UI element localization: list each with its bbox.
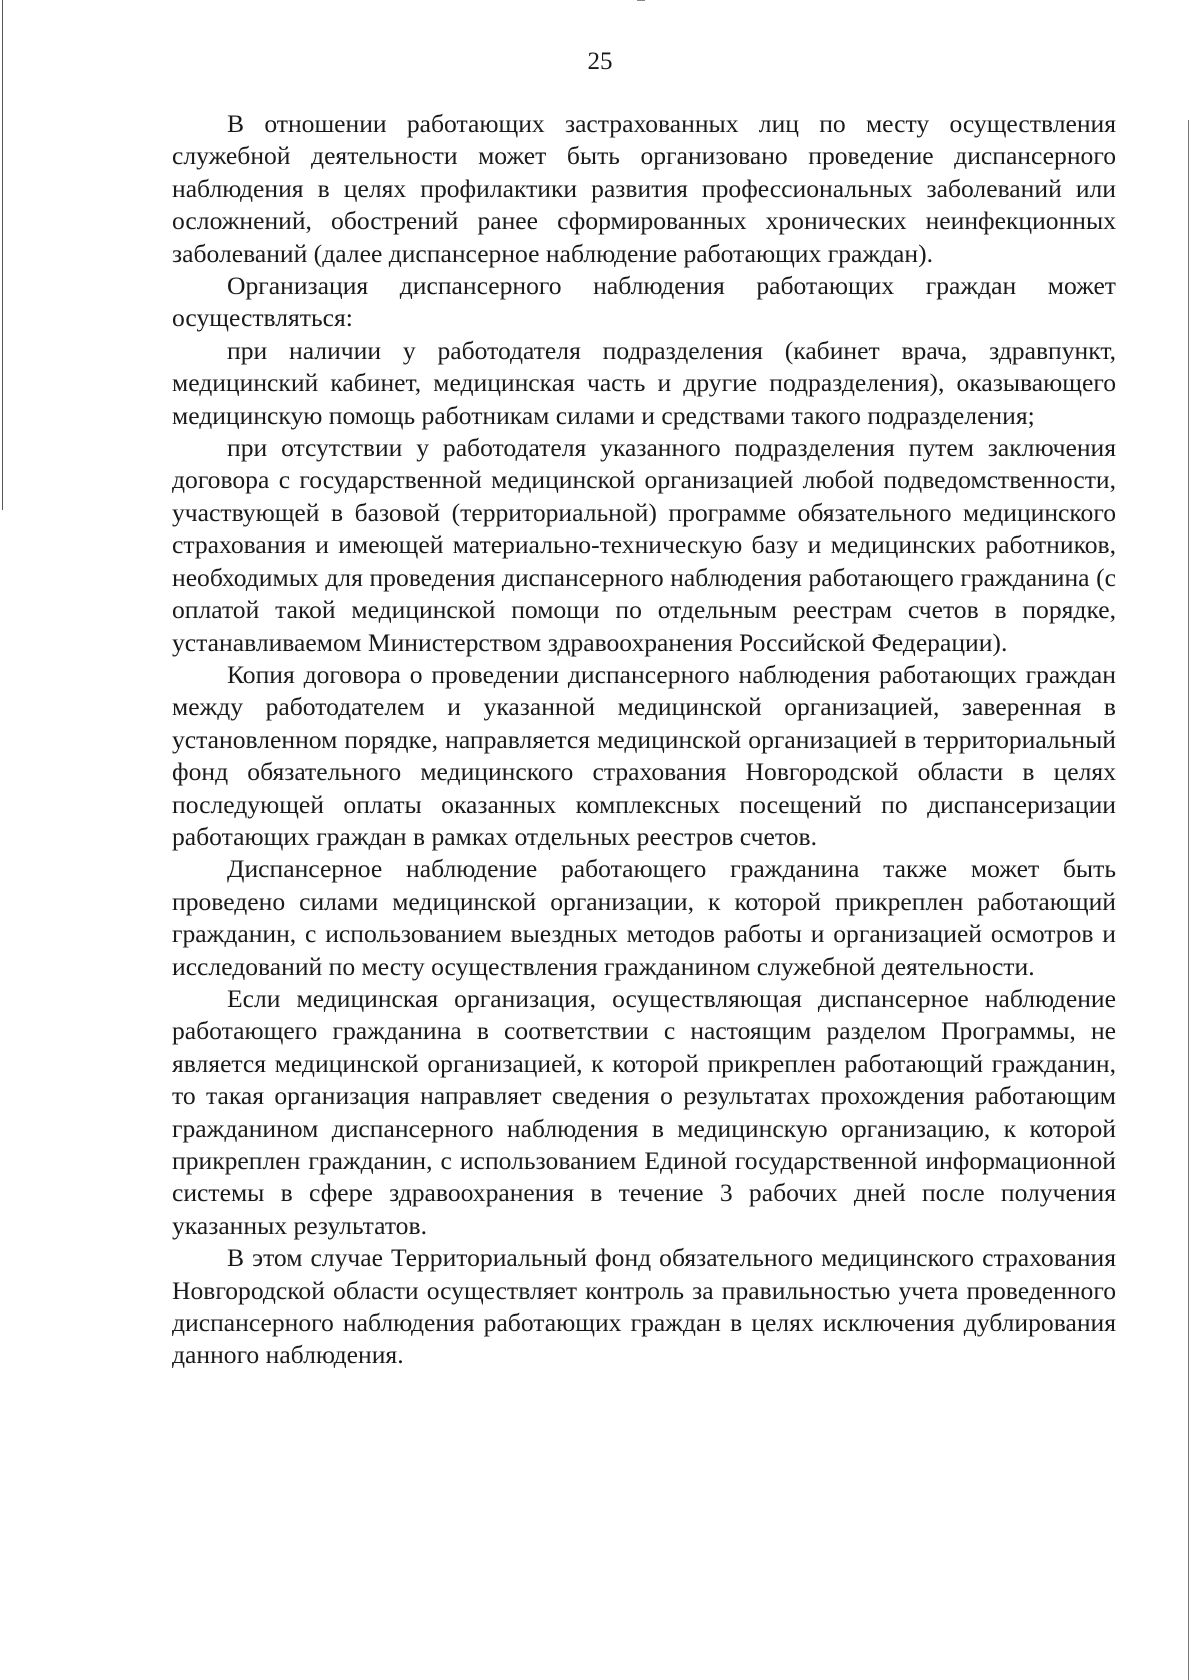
paragraph-attached-organization: Диспансерное наблюдение работающего гражданина также может быть проведено силами медицинской организации, к которой прикреплен работающий гражданин, с использованием выездных методов работы и организацией осмотров и исследований по месту осуществления гражданином служебной деятельности.	[172, 854, 1116, 981]
scan-edge-line-left	[2, 0, 3, 510]
document-body	[172, 108, 1116, 1372]
paragraph-organization-intro: Организация диспансерного наблюдения работающих граждан может осуществляться:	[172, 271, 1116, 333]
paragraph-fund-control: В этом случае Территориальный фонд обязательного медицинского страхования Новгородской области осуществляет контроль за правильностью учета проведенного диспансерного наблюдения работающих граждан в целях исключения дублирования данного наблюдения.	[172, 1243, 1116, 1370]
paragraph-scope: В отношении работающих застрахованных лиц по месту осуществления служебной деятельности может быть организовано проведение диспансерного наблюдения в целях профилактики развития профессиональных заболеваний или осложнений, обострений ранее сформированных хронических неинфекционных заболеваний (далее диспансерное наблюдение работающих граждан).	[172, 109, 1116, 268]
scan-mark	[637, 0, 645, 1]
paragraph-option-contract: при отсутствии у работодателя указанного подразделения путем заключения договора с государственной медицинской организацией любой подведомственности, участвующей в базовой (территориальной) программе обязательного медицинского страхования и имеющей материально-техническую базу и медицинских работников, необходимых для проведения диспансерного наблюдения работающего гражданина (с оплатой такой медицинской помощи по отдельным реестрам счетов в порядке, устанавливаемом Министерством здравоохранения Российской Федерации).	[172, 433, 1116, 657]
paragraph-contract-copy: Копия договора о проведении диспансерного наблюдения работающих граждан между работодателем и указанной медицинской организацией, заверенная в установленном порядке, направляется медицинской организацией в территориальный фонд обязательного медицинского страхования Новгородской области в целях последующей оплаты оказанных комплексных посещений по диспансеризации работающих граждан в рамках отдельных реестров счетов.	[172, 659, 1116, 851]
paragraph-option-employer-unit: при наличии у работодателя подразделения (кабинет врача, здравпункт, медицинский кабинет, медицинская часть и другие подразделения), оказывающего медицинскую помощь работникам силами и средствами такого подразделения;	[172, 335, 1116, 430]
paragraph-results-transfer: Если медицинская организация, осуществляющая диспансерное наблюдение работающего гражданина в соответствии с настоящим разделом Программы, не является медицинской организацией, к которой прикреплен работающий гражданин, то такая организация направляет сведения о результатах прохождения работающим гражданином диспансерного наблюдения в медицинскую организацию, к которой прикреплен гражданин, с использованием Единой государственной информационной системы в сфере здравоохранения в течение 3 рабочих дней после получения указанных результатов.	[172, 983, 1116, 1240]
page-number: 25	[587, 48, 613, 75]
scan-edge-line-right	[1188, 120, 1189, 1680]
